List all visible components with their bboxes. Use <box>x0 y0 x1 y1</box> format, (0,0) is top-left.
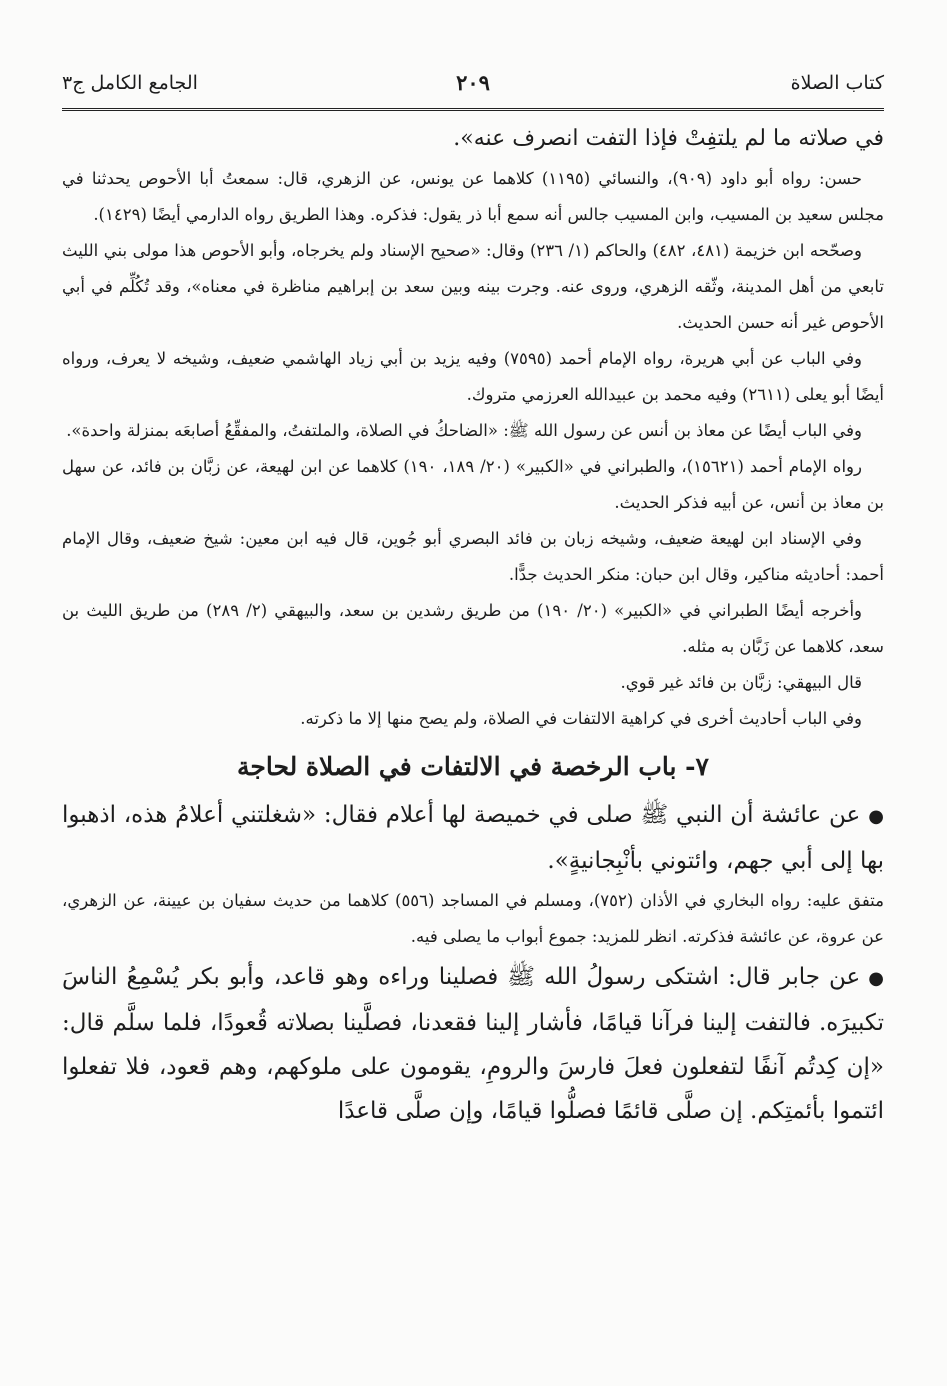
hadith-text <box>62 793 884 883</box>
hadith-continuation: في صلاته ما لم يلتفِتْ فإذا التفت انصرف عنه». <box>453 126 884 151</box>
hadith-2-text: عن جابر قال: اشتكى رسولُ الله ﷺ فصلينا وراءه وهو قاعد، وأبو بكر يُسْمِعُ الناسَ تكبيرَه. فالتفت إلينا فرآنا قيامًا، فأشار إلينا فقعدنا، فصلَّينا بصلاته قُعودًا، فلما سلَّم قال: «إن كِدتُم آنفًا لتفعلون فعلَ فارسَ والرومِ، يقومون على ملوكهم، وهم قعود، فلا تفعلوا ائتموا بأئمتِكم. إن صلَّى قائمًا فصلُّوا قيامًا، وإن صلَّى قاعدًا <box>62 964 884 1124</box>
commentary-paragraph: حسن: رواه أبو داود (٩٠٩)، والنسائي (١١٩٥) كلاهما عن يونس، عن الزهري، قال: سمعتُ أبا الأحوص يحدثنا في مجلس سعيد بن المسيب، وابن المسيب جالس أنه سمع أبا ذر يقول: فذكره. وهذا الطريق رواه الدارمي أيضًا (١٤٢٩). <box>62 169 884 224</box>
hadith-1-text: عن عائشة أن النبي ﷺ صلى في خميصة لها أعلام فقال: «شغلتني أعلامُ هذه، اذهبوا بها إلى أبي جهم، وائتوني بأنْبِجانيةٍ». <box>62 802 884 874</box>
commentary-paragraph: وفي الباب أيضًا عن معاذ بن أنس عن رسول الله ﷺ: «الضاحكُ في الصلاة، والملتفتُ، والمفقِّعُ أصابعَه بمنزلة واحدة». <box>66 421 862 440</box>
commentary-paragraph: رواه الإمام أحمد (١٥٦٢١)، والطبراني في «الكبير» (٢٠/ ١٨٩، ١٩٠) كلاهما عن ابن لهيعة، عن زبَّان بن فائد، عن سهل بن معاذ بن أنس، عن أبيه فذكر الحديث. <box>62 457 884 512</box>
page-header <box>62 64 884 111</box>
commentary-paragraph: وأخرجه أيضًا الطبراني في «الكبير» (٢٠/ ١٩٠) من طريق رشدين بن سعد، والبيهقي (٢/ ٢٨٩) من طريق الليث بن سعد، كلاهما عن زَبَّان به مثله. <box>62 601 884 656</box>
chapter-heading: ٧- باب الرخصة في الالتفات في الصلاة لحاجة <box>237 752 709 781</box>
bullet-icon: ● <box>868 806 884 827</box>
bullet-icon: ● <box>868 968 884 989</box>
commentary-paragraph: قال البيهقي: زبَّان بن فائد غير قوي. <box>620 673 862 692</box>
commentary-paragraph: وفي الباب أحاديث أخرى في كراهية الالتفات في الصلاة، ولم يصح منها إلا ما ذكرته. <box>300 709 862 728</box>
page <box>62 64 884 1133</box>
takhrij-paragraph: متفق عليه: رواه البخاري في الأذان (٧٥٢)، ومسلم في المساجد (٥٥٦) كلاهما من حديث سفيان بن عيينة، عن الزهري، عن عروة، عن عائشة فذكرته. انظر للمزيد: جموع أبواب ما يصلى فيه. <box>62 891 884 946</box>
page-body <box>62 117 884 1133</box>
page-number: ٢٠٩ <box>456 70 490 95</box>
commentary-paragraph: وفي الباب عن أبي هريرة، رواه الإمام أحمد (٧٥٩٥) وفيه يزيد بن أبي زياد الهاشمي ضعيف، وشيخه لا يعرف، ورواه أيضًا أبو يعلى (٢٦١١) وفيه محمد بن عبيدالله العرزمي متروك. <box>62 349 884 404</box>
book-chapter-title: كتاب الصلاة <box>790 72 884 94</box>
commentary-paragraph: وفي الإسناد ابن لهيعة ضعيف، وشيخه زبان بن فائد البصري أبو جُوين، قال فيه ابن معين: شيخ ضعيف، وقال الإمام أحمد: أحاديثه مناكير، وقال ابن حبان: منكر الحديث جدًّا. <box>62 529 884 584</box>
commentary-paragraph: وصحّحه ابن خزيمة (٤٨١، ٤٨٢) والحاكم (١/ ٢٣٦) وقال: «صحيح الإسناد ولم يخرجاه، وأبو الأحوص هذا مولى بني الليث تابعي من أهل المدينة، وثّقه الزهري، وروى عنه. وجرت بينه وبين سعد بن إبراهيم مناظرة في معناه»، وقد تُكُلِّم في أبي الأحوص غير أنه حسن الحديث. <box>62 241 884 332</box>
hadith-text <box>62 955 884 1133</box>
book-title: الجامع الكامل ج٣ <box>62 72 198 94</box>
